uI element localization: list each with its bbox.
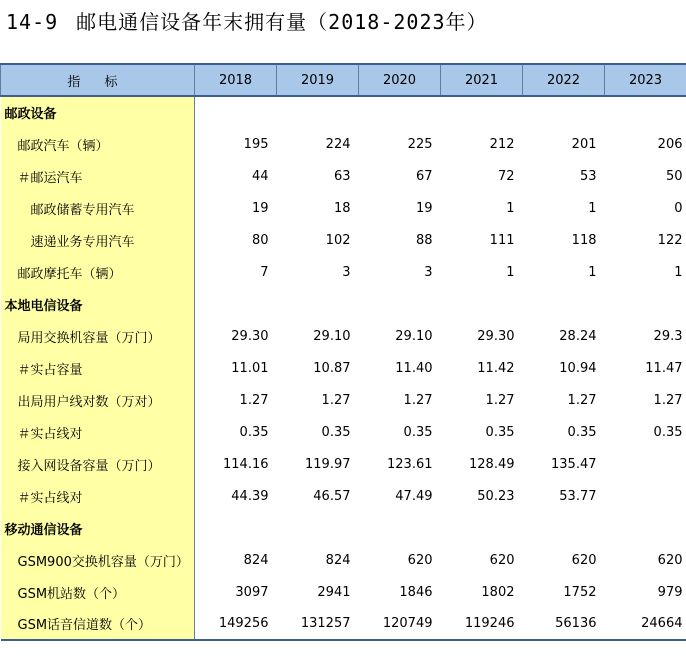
- value-cell: 53.77: [559, 488, 597, 504]
- value-cell: [605, 448, 686, 480]
- table-row: [1, 448, 686, 480]
- row-label: 邮政储蓄专用汽车: [1, 192, 195, 224]
- row-label: GSM话音信道数（个）: [1, 608, 195, 640]
- value-cell: 0.35: [485, 424, 515, 440]
- value-cell: [523, 96, 605, 128]
- year-header: 2023: [605, 64, 686, 96]
- row-label: ＃实占线对: [1, 416, 195, 448]
- table-row: [1, 352, 686, 384]
- value-cell: 11.40: [395, 360, 433, 376]
- value-cell: 824: [243, 552, 269, 568]
- value-cell: [195, 512, 277, 544]
- value-cell: 1: [506, 200, 515, 216]
- value-cell: 44.39: [231, 488, 269, 504]
- value-cell: 224: [325, 136, 351, 152]
- row-label: 接入网设备容量（万门）: [1, 448, 195, 480]
- value-cell: [359, 96, 441, 128]
- value-cell: 11.01: [231, 360, 269, 376]
- value-cell: 2941: [317, 584, 351, 600]
- row-label: 出局用户线对数（万对）: [1, 384, 195, 416]
- table-row: [1, 576, 686, 608]
- table-title-text: 邮电通信设备年末拥有量（2018-2023年）: [76, 10, 488, 34]
- table-row: [1, 608, 686, 640]
- value-cell: 201: [571, 136, 597, 152]
- value-cell: 0.35: [403, 424, 433, 440]
- year-header: 2018: [195, 64, 277, 96]
- value-cell: 67: [415, 168, 433, 184]
- value-cell: 1: [506, 264, 515, 280]
- value-cell: 3: [342, 264, 351, 280]
- value-cell: [441, 96, 523, 128]
- value-cell: 1.27: [239, 392, 269, 408]
- table-row: [1, 192, 686, 224]
- value-cell: 80: [251, 232, 269, 248]
- table-row: [1, 128, 686, 160]
- value-cell: 44: [251, 168, 269, 184]
- value-cell: 135.47: [551, 456, 597, 472]
- value-cell: 0: [674, 200, 683, 216]
- value-cell: [523, 512, 605, 544]
- row-label: 邮政摩托车（辆）: [1, 256, 195, 288]
- value-cell: 1: [588, 264, 597, 280]
- row-label: ＃邮运汽车: [1, 160, 195, 192]
- value-cell: 28.24: [559, 328, 597, 344]
- value-cell: [605, 288, 686, 320]
- year-header: 2022: [523, 64, 605, 96]
- row-label: 速递业务专用汽车: [1, 224, 195, 256]
- value-cell: [359, 512, 441, 544]
- value-cell: 102: [325, 232, 351, 248]
- value-cell: 3: [424, 264, 433, 280]
- value-cell: 53: [579, 168, 597, 184]
- value-cell: 63: [333, 168, 351, 184]
- value-cell: 29.3: [653, 328, 683, 344]
- row-label: GSM机站数（个）: [1, 576, 195, 608]
- value-cell: 1.27: [321, 392, 351, 408]
- table-row: [1, 480, 686, 512]
- value-cell: 56136: [523, 608, 605, 640]
- section-label: 邮政设备: [1, 96, 195, 128]
- table-number: 14-9: [6, 10, 59, 34]
- value-cell: 7: [260, 264, 269, 280]
- row-label: ＃实占线对: [1, 480, 195, 512]
- section-row: [1, 96, 686, 128]
- value-cell: 24664: [605, 608, 686, 640]
- value-cell: [195, 288, 277, 320]
- row-label: 邮政汽车（辆）: [1, 128, 195, 160]
- value-cell: [441, 512, 523, 544]
- value-cell: 47.49: [395, 488, 433, 504]
- value-cell: 123.61: [387, 456, 433, 472]
- value-cell: 46.57: [313, 488, 351, 504]
- year-header: 2020: [359, 64, 441, 96]
- value-cell: 88: [415, 232, 433, 248]
- value-cell: 50: [665, 168, 683, 184]
- value-cell: 19: [251, 200, 269, 216]
- value-cell: 620: [657, 552, 683, 568]
- value-cell: 122: [657, 232, 683, 248]
- value-cell: 1.27: [653, 392, 683, 408]
- value-cell: 979: [657, 584, 683, 600]
- value-cell: 0.35: [321, 424, 351, 440]
- value-cell: 29.10: [395, 328, 433, 344]
- value-cell: 111: [489, 232, 515, 248]
- value-cell: 10.94: [559, 360, 597, 376]
- value-cell: 118: [571, 232, 597, 248]
- value-cell: [605, 96, 686, 128]
- value-cell: 824: [325, 552, 351, 568]
- section-row: [1, 288, 686, 320]
- value-cell: 0.35: [239, 424, 269, 440]
- section-label: 移动通信设备: [1, 512, 195, 544]
- table-row: [1, 544, 686, 576]
- value-cell: 206: [657, 136, 683, 152]
- value-cell: 1846: [399, 584, 433, 600]
- value-cell: 29.30: [477, 328, 515, 344]
- value-cell: [605, 512, 686, 544]
- data-table: [0, 63, 686, 641]
- value-cell: 1752: [563, 584, 597, 600]
- row-label: 局用交换机容量（万门）: [1, 320, 195, 352]
- value-cell: [277, 288, 359, 320]
- value-cell: 225: [407, 136, 433, 152]
- table-row: [1, 384, 686, 416]
- year-header: 2019: [277, 64, 359, 96]
- indicator-header: 指 标: [1, 64, 195, 96]
- value-cell: 128.49: [469, 456, 515, 472]
- value-cell: [195, 96, 277, 128]
- value-cell: [277, 512, 359, 544]
- value-cell: 119.97: [305, 456, 351, 472]
- value-cell: 50.23: [477, 488, 515, 504]
- page-title: [6, 6, 488, 35]
- value-cell: [277, 96, 359, 128]
- row-label: ＃实占容量: [1, 352, 195, 384]
- year-header: 2021: [441, 64, 523, 96]
- value-cell: 1: [674, 264, 683, 280]
- value-cell: 29.10: [313, 328, 351, 344]
- value-cell: 1802: [481, 584, 515, 600]
- value-cell: 620: [571, 552, 597, 568]
- value-cell: 29.30: [231, 328, 269, 344]
- value-cell: 3097: [235, 584, 269, 600]
- value-cell: 11.42: [477, 360, 515, 376]
- value-cell: [441, 288, 523, 320]
- value-cell: 620: [407, 552, 433, 568]
- table-row: [1, 320, 686, 352]
- value-cell: 0.35: [567, 424, 597, 440]
- table-row: [1, 160, 686, 192]
- row-label: GSM900交换机容量（万门）: [1, 544, 195, 576]
- value-cell: 19: [415, 200, 433, 216]
- value-cell: [359, 288, 441, 320]
- value-cell: 11.47: [645, 360, 683, 376]
- value-cell: 1: [588, 200, 597, 216]
- value-cell: 18: [333, 200, 351, 216]
- value-cell: 195: [243, 136, 269, 152]
- header-row: [1, 64, 686, 96]
- value-cell: [523, 288, 605, 320]
- value-cell: 620: [489, 552, 515, 568]
- value-cell: 114.16: [223, 456, 269, 472]
- value-cell: 149256: [195, 608, 277, 640]
- value-cell: 10.87: [313, 360, 351, 376]
- value-cell: [605, 480, 686, 512]
- value-cell: 131257: [277, 608, 359, 640]
- value-cell: 1.27: [403, 392, 433, 408]
- value-cell: 0.35: [653, 424, 683, 440]
- table-row: [1, 224, 686, 256]
- table-row: [1, 256, 686, 288]
- value-cell: 1.27: [485, 392, 515, 408]
- value-cell: 120749: [359, 608, 441, 640]
- value-cell: 72: [497, 168, 515, 184]
- value-cell: 212: [489, 136, 515, 152]
- value-cell: 119246: [441, 608, 523, 640]
- section-row: [1, 512, 686, 544]
- section-label: 本地电信设备: [1, 288, 195, 320]
- table-body: [1, 96, 686, 640]
- value-cell: 1.27: [567, 392, 597, 408]
- table-row: [1, 416, 686, 448]
